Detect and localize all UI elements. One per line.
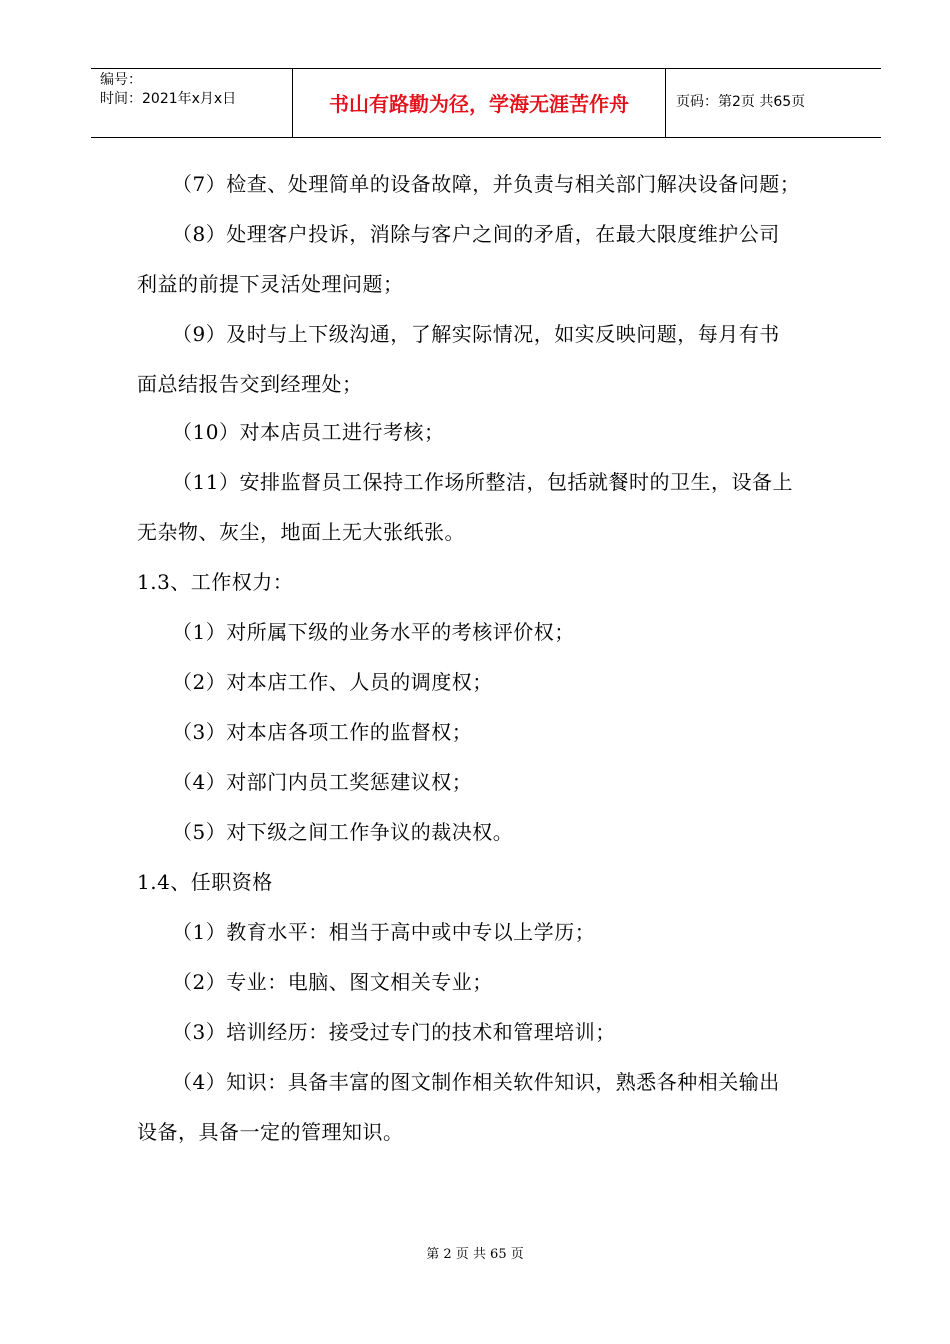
page-header	[91, 68, 881, 138]
body-line: （4）对部门内员工奖惩建议权；	[172, 770, 473, 794]
number-label: 编号：	[100, 72, 142, 88]
header-slogan-cell	[293, 69, 666, 137]
body-line: （2）专业：电脑、图文相关专业；	[172, 970, 493, 994]
body-line: （4）知识：具备丰富的图文制作相关软件知识，熟悉各种相关输出	[172, 1070, 780, 1094]
body-line: （2）对本店工作、人员的调度权；	[172, 670, 493, 694]
body-line: （3）对本店各项工作的监督权；	[172, 720, 473, 744]
header-page-cell	[666, 69, 881, 137]
body-line: 面总结报告交到经理处；	[137, 372, 363, 396]
body-line: （1）教育水平：相当于高中或中专以上学历；	[172, 920, 596, 944]
time-label: 时间：2021年x月x日	[100, 91, 237, 107]
body-line: 设备，具备一定的管理知识。	[137, 1120, 404, 1144]
body-line: 利益的前提下灵活处理问题；	[137, 272, 404, 296]
section-heading: 1.3、工作权力：	[137, 570, 294, 594]
slogan: 书山有路勤为径，学海无涯苦作舟	[329, 92, 629, 116]
page-footer: 第 2 页 共 65 页	[426, 1247, 524, 1262]
body-line: （11）安排监督员工保持工作场所整洁，包括就餐时的卫生，设备上	[172, 470, 793, 494]
body-line: （7）检查、处理简单的设备故障，并负责与相关部门解决设备问题；	[172, 172, 801, 196]
page-info: 页码：第2页 共65页	[676, 94, 806, 110]
body-line: （8）处理客户投诉，消除与客户之间的矛盾，在最大限度维护公司	[172, 222, 780, 246]
body-line: （5）对下级之间工作争议的裁决权。	[172, 820, 514, 844]
body-line: （1）对所属下级的业务水平的考核评价权；	[172, 620, 575, 644]
body-line: （9）及时与上下级沟通，了解实际情况，如实反映问题，每月有书	[172, 322, 780, 346]
header-meta-cell	[91, 69, 293, 137]
body-line: 无杂物、灰尘，地面上无大张纸张。	[137, 520, 465, 544]
body-line: （3）培训经历：接受过专门的技术和管理培训；	[172, 1020, 616, 1044]
body-line: （10）对本店员工进行考核；	[172, 420, 445, 444]
section-heading: 1.4、任职资格	[137, 870, 273, 894]
